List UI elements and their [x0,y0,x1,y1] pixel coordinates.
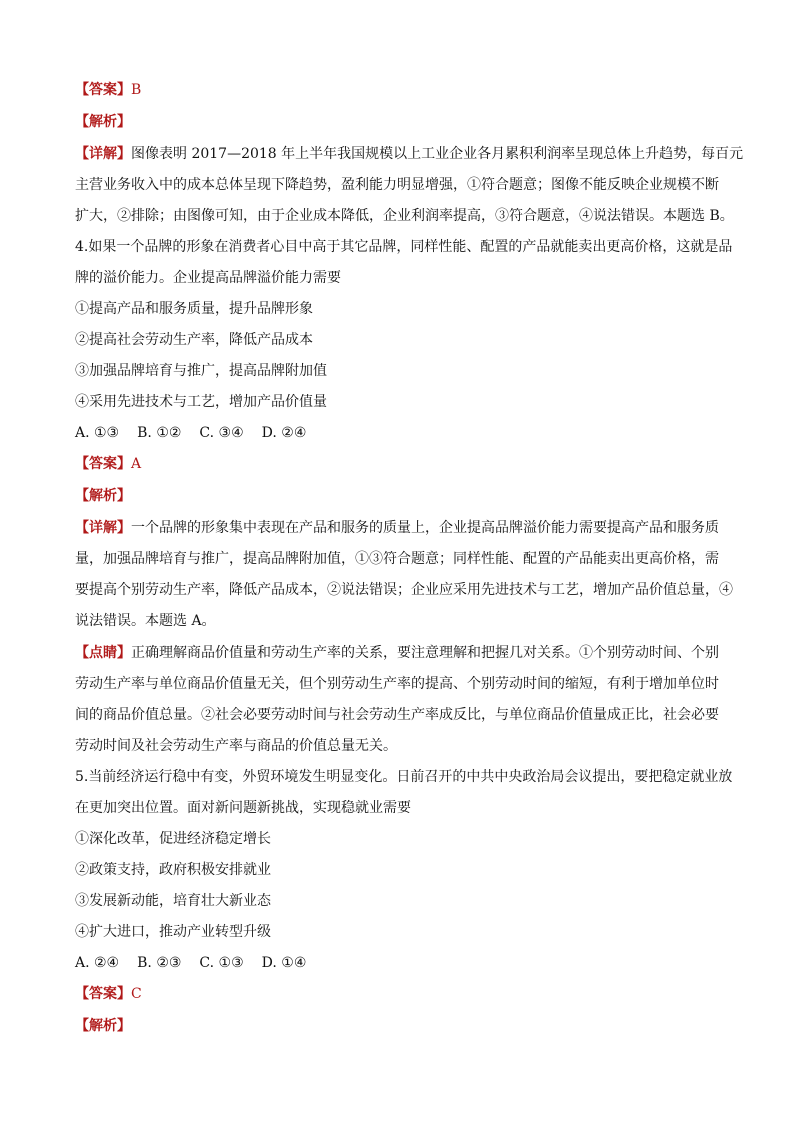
q4-analysis [75,486,735,506]
option-b: B. ①② [137,425,182,441]
answer-tag: 【答案】 [75,82,131,98]
q5-item-2: ②政策支持，政府积极安排就业 [75,862,271,878]
analysis-tag: 【解析】 [75,1018,131,1034]
q3-analysis [75,112,735,132]
detail-tag: 【详解】 [75,520,131,536]
analysis-tag: 【解析】 [75,488,131,504]
q4-item-2: ②提高社会劳动生产率，降低产品成本 [75,332,313,348]
q4-options [75,423,735,443]
q4-point-line-3: 间的商品价值总量。②社会必要劳动时间与社会劳动生产率成反比，与单位商品价值量成正比，社会必要 [75,707,719,723]
q4-point-line-1 [75,643,735,663]
q4-answer [75,454,735,474]
detail-tag: 【详解】 [75,146,131,162]
q3-detail-line-3: 扩大，②排除；由图像可知，由于企业成本降低，企业利润率提高，③符合题意，④说法错误。本题选 B。 [75,208,734,224]
answer-value: C [131,986,142,1002]
q4-detail-line-2: 量，加强品牌培育与推广，提高品牌附加值，①③符合题意；同样性能、配置的产品能卖出更高价格，需 [75,551,719,567]
q5-item-1: ①深化改革，促进经济稳定增长 [75,831,271,847]
q5-answer [75,984,735,1004]
answer-value: A [131,456,142,472]
q5-analysis [75,1016,735,1036]
q5-stem-line-1: 5.当前经济运行稳中有变，外贸环境发生明显变化。日前召开的中共中央政治局会议提出，要把稳定就业放 [75,769,733,785]
option-d: D. ①④ [261,955,307,971]
q4-detail-line-3: 要提高个别劳动生产率，降低产品成本，②说法错误；企业应采用先进技术与工艺，增加产品价值总量，④ [75,582,733,598]
answer-tag: 【答案】 [75,456,131,472]
q4-stem-line-1: 4.如果一个品牌的形象在消费者心目中高于其它品牌，同样性能、配置的产品就能卖出更高价格，这就是品 [75,239,733,255]
q5-item-4: ④扩大进口，推动产业转型升级 [75,924,271,940]
q4-point-line-4: 劳动时间及社会劳动生产率与商品的价值总量无关。 [75,738,397,754]
option-d: D. ②④ [261,425,307,441]
q4-detail-line-4: 说法错误。本题选 A。 [75,613,216,629]
point-tag: 【点睛】 [75,645,131,661]
detail-text: 一个品牌的形象集中表现在产品和服务的质量上，企业提高品牌溢价能力需要提高产品和服务质 [131,520,719,536]
q3-detail-line-2: 主营业务收入中的成本总体呈现下降趋势，盈利能力明显增强，①符合题意；图像不能反映企业规模不断 [75,177,719,193]
point-text: 正确理解商品价值量和劳动生产率的关系，要注意理解和把握几对关系。①个别劳动时间、个别 [131,645,719,661]
option-c: C. ③④ [199,425,244,441]
q4-detail-line-1 [75,518,735,538]
option-b: B. ②③ [137,955,182,971]
q3-detail-line-1 [75,144,744,164]
answer-tag: 【答案】 [75,986,131,1002]
answer-value: B [131,82,142,98]
q5-stem-line-2: 在更加突出位置。面对新问题新挑战，实现稳就业需要 [75,800,411,816]
q5-item-3: ③发展新动能，培育壮大新业态 [75,893,271,909]
q4-item-3: ③加强品牌培育与推广，提高品牌附加值 [75,363,327,379]
q4-item-1: ①提高产品和服务质量，提升品牌形象 [75,301,313,317]
detail-text: 图像表明 2017—2018 年上半年我国规模以上工业企业各月累积利润率呈现总体上升趋势，每百元 [131,146,744,162]
option-c: C. ①③ [199,955,244,971]
option-a: A. ①③ [75,425,120,441]
q4-item-4: ④采用先进技术与工艺，增加产品价值量 [75,394,327,410]
q5-options [75,953,735,973]
option-a: A. ②④ [75,955,120,971]
q3-answer [75,80,735,100]
q4-point-line-2: 劳动生产率与单位商品价值量无关，但个别劳动生产率的提高、个别劳动时间的缩短，有利于增加单位时 [75,676,719,692]
q4-stem-line-2: 牌的溢价能力。企业提高品牌溢价能力需要 [75,270,341,286]
analysis-tag: 【解析】 [75,114,131,130]
